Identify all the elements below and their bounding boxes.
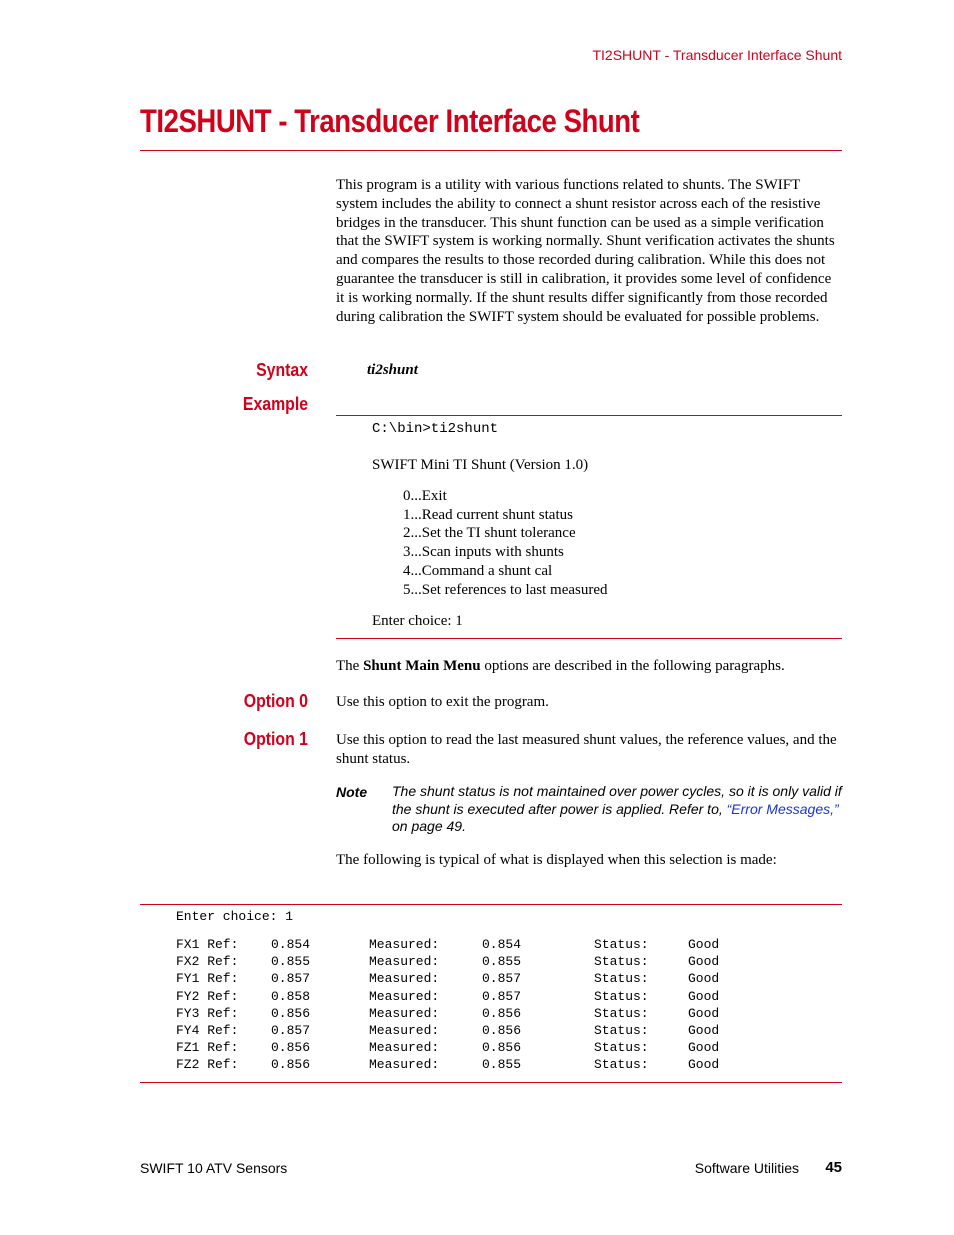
example-choice: Enter choice: 1: [372, 613, 463, 629]
intro-paragraph: This program is a utility with various functions related to shunts. The SWIFT system includes the ability to connect a shunt resistor across each of the resistive bridges in the transducer. This shunt function can be used as a simple verification that the SWIFT system is working normally. Shunt verification activates the shunts and compares the results to those recorded during calibration. While this does not guarantee the transducer is still in calibration, it provides some level of confidence it is working normally. If the shunt results differ significantly from those recorded during calibration the SWIFT system should be evaluated for possible problems.: [336, 177, 835, 325]
ref-label: FY2 Ref:: [176, 988, 239, 1004]
ref-value: 0.858: [271, 988, 311, 1004]
menu-description-pre: The: [336, 658, 364, 674]
example-bottom-rule: [336, 638, 842, 639]
measured-value: 0.855: [482, 954, 522, 970]
note-text-after: on page 49.: [392, 818, 466, 834]
table-row: [0, 1022, 954, 1039]
status-label: Status:: [594, 1040, 649, 1056]
error-messages-link[interactable]: “Error Messages,”: [726, 800, 839, 817]
ref-value: 0.857: [271, 1023, 311, 1038]
note-text: [392, 783, 844, 836]
measured-label: Measured:: [369, 1023, 440, 1038]
note-label: Note: [336, 784, 368, 800]
ref-label: FX1 Ref:: [176, 937, 239, 952]
status-label: Status:: [594, 988, 649, 1004]
table-row: [0, 1039, 954, 1056]
measured-label: Measured:: [369, 971, 440, 987]
option0-heading: Option 0: [243, 691, 308, 711]
ref-label: FY3 Ref:: [176, 1005, 239, 1021]
measured-label: Measured:: [369, 937, 440, 952]
table-row: [0, 1056, 954, 1073]
output-choice: Enter choice: 1: [176, 909, 294, 924]
measured-value: 0.854: [482, 937, 522, 952]
measured-label: Measured:: [369, 988, 440, 1004]
menu-line: 5...Set references to last measured: [403, 581, 608, 598]
menu-description-post: options are described in the following paragraphs.: [480, 658, 785, 674]
ref-label: FZ1 Ref:: [176, 1040, 239, 1056]
menu-line: 1...Read current shunt status: [403, 506, 573, 523]
example-banner: SWIFT Mini TI Shunt (Version 1.0): [372, 457, 589, 473]
table-row: [0, 988, 954, 1005]
status-value: Good: [688, 1057, 720, 1073]
ref-label: FY4 Ref:: [176, 1023, 239, 1038]
status-value: Good: [688, 1023, 720, 1038]
menu-line: 2...Set the TI shunt tolerance: [403, 525, 576, 542]
ref-value: 0.856: [271, 1057, 311, 1073]
measured-value: 0.856: [482, 1005, 522, 1021]
output-bottom-rule: [140, 1082, 842, 1083]
measured-label: Measured:: [369, 1040, 440, 1056]
ref-label: FY1 Ref:: [176, 971, 239, 987]
status-value: Good: [688, 988, 720, 1004]
note-text-before: The shunt status is not maintained over power cycles, so it is only valid if the shunt is executed after power is applied. Refer to,: [392, 783, 842, 817]
ref-value: 0.856: [271, 1040, 311, 1056]
status-value: Good: [688, 1040, 720, 1056]
measured-value: 0.857: [482, 988, 522, 1004]
status-label: Status:: [594, 1005, 649, 1021]
status-label: Status:: [594, 1057, 649, 1073]
menu-line: 3...Scan inputs with shunts: [403, 544, 564, 561]
status-label: Status:: [594, 1023, 649, 1038]
ref-value: 0.855: [271, 954, 311, 970]
ref-value: 0.857: [271, 971, 311, 987]
table-row: [0, 970, 954, 987]
status-value: Good: [688, 971, 720, 987]
menu-description-bold: Shunt Main Menu: [363, 658, 481, 674]
menu-line: 0...Exit: [403, 488, 447, 504]
example-prompt: C:\bin>ti2shunt: [372, 421, 499, 437]
status-value: Good: [688, 954, 720, 970]
ref-label: FX2 Ref:: [176, 954, 239, 970]
option1-text: Use this option to read the last measured shunt values, the reference values, and the shunt status.: [336, 732, 837, 767]
status-label: Status:: [594, 937, 649, 952]
measured-label: Measured:: [369, 954, 440, 970]
ref-value: 0.854: [271, 937, 311, 952]
table-row: [0, 936, 954, 953]
footer-document-name: SWIFT 10 ATV Sensors: [140, 1160, 288, 1176]
measured-value: 0.857: [482, 971, 522, 987]
measured-label: Measured:: [369, 1057, 440, 1073]
table-row: [0, 953, 954, 970]
status-label: Status:: [594, 971, 649, 987]
example-heading: Example: [242, 394, 308, 414]
status-label: Status:: [594, 954, 649, 970]
syntax-heading: Syntax: [256, 360, 308, 380]
title-rule: [140, 150, 842, 151]
option1-heading: Option 1: [243, 729, 308, 749]
measured-value: 0.855: [482, 1057, 522, 1073]
ref-label: FZ2 Ref:: [176, 1057, 239, 1073]
running-header: TI2SHUNT - Transducer Interface Shunt: [592, 47, 842, 63]
footer-section-name: Software Utilities: [694, 1160, 799, 1176]
measured-label: Measured:: [369, 1005, 440, 1021]
status-value: Good: [688, 1005, 720, 1021]
measured-value: 0.856: [482, 1023, 522, 1038]
output-top-rule: [140, 904, 842, 905]
measured-value: 0.856: [482, 1040, 522, 1056]
typical-display-sentence: The following is typical of what is displayed when this selection is made:: [336, 852, 777, 868]
ref-value: 0.856: [271, 1005, 311, 1021]
page-title: TI2SHUNT - Transducer Interface Shunt: [140, 103, 640, 139]
footer-page-number: 45: [825, 1159, 842, 1176]
menu-line: 4...Command a shunt cal: [403, 562, 553, 579]
example-menu: [403, 487, 608, 599]
option0-text: Use this option to exit the program.: [336, 694, 549, 710]
menu-description: [336, 657, 785, 676]
example-top-rule: [336, 415, 842, 416]
table-row: [0, 1005, 954, 1022]
status-value: Good: [688, 937, 720, 952]
syntax-command: ti2shunt: [367, 362, 418, 378]
